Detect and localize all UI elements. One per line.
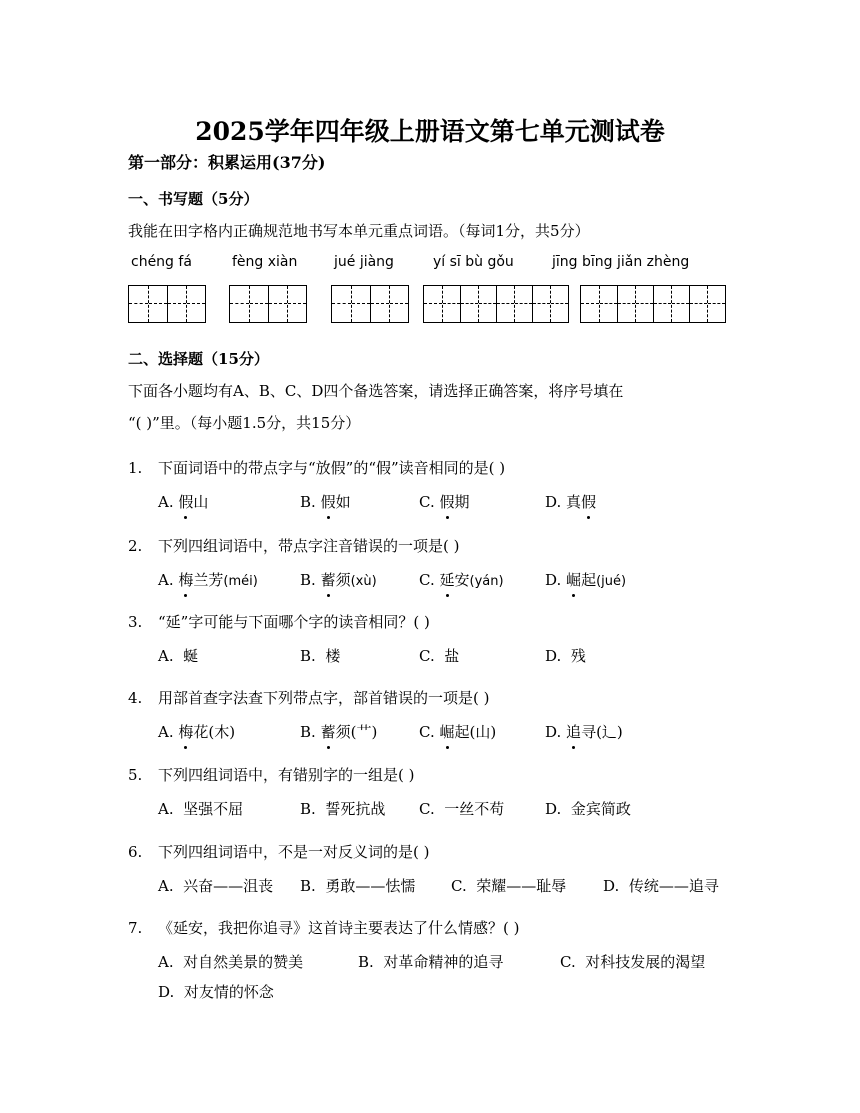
- option-b[interactable]: B. 誓死抗战: [300, 800, 386, 818]
- option-c[interactable]: C. 一丝不苟: [419, 800, 505, 818]
- option-a[interactable]: A. 兴奋——沮丧: [158, 877, 274, 895]
- tianzige-grid-2[interactable]: [229, 285, 307, 323]
- tianzige-grid-1[interactable]: [128, 285, 206, 323]
- option-b[interactable]: B. 蓄须(艹): [300, 723, 378, 741]
- pinyin-word-2: fèng xiàn: [232, 254, 298, 270]
- question-stem: 下列四组词语中，不是一对反义词的是( ): [158, 843, 430, 861]
- option-c[interactable]: C. 盐: [419, 647, 460, 665]
- choice-instruction-line-1: 下面各小题均有A、B、C、D四个备选答案，请选择正确答案，将序号填在: [128, 382, 624, 400]
- question-stem: 下面词语中的带点字与“放假”的“假”读音相同的是( ): [158, 459, 506, 477]
- options: [128, 875, 768, 899]
- pinyin-word-3: jué jiàng: [334, 254, 394, 270]
- option-d[interactable]: D. 追寻(辶): [545, 723, 623, 741]
- part-heading: 第一部分：积累运用(37分): [128, 153, 326, 172]
- pinyin-row: [128, 254, 748, 274]
- option-c[interactable]: C. 延安(yán): [419, 571, 504, 589]
- option-a[interactable]: A. 蜒: [158, 647, 199, 665]
- option-d[interactable]: D. 崛起(jué): [545, 571, 627, 589]
- options: [128, 798, 768, 822]
- options: [128, 721, 768, 745]
- options-row-2: [128, 981, 768, 1005]
- option-b[interactable]: B. 楼: [300, 647, 341, 665]
- option-a[interactable]: A. 梅花(木): [158, 723, 236, 741]
- question-number: 6.: [128, 843, 143, 861]
- tianzige-grid-3[interactable]: [331, 285, 409, 323]
- choice-instruction-line-2: “( )”里。（每小题1.5分，共15分）: [128, 414, 361, 432]
- option-d[interactable]: D. 对友情的怀念: [158, 983, 274, 1001]
- question-number: 7.: [128, 919, 143, 937]
- option-b[interactable]: B. 勇敢——怯懦: [300, 877, 416, 895]
- tianzige-grid-4[interactable]: [423, 285, 569, 323]
- writing-grids: [128, 285, 748, 325]
- question-stem: 用部首查字法查下列带点字，部首错误的一项是( ): [158, 689, 490, 707]
- question-3: [128, 611, 768, 669]
- page-title: 2025学年四年级上册语文第七单元测试卷: [195, 117, 665, 146]
- pinyin-word-5: jīng bīng jiǎn zhèng: [552, 254, 690, 270]
- option-d[interactable]: D. 传统——追寻: [603, 877, 719, 895]
- option-c[interactable]: C. 假期: [419, 493, 470, 511]
- question-2: [128, 535, 768, 593]
- option-b[interactable]: B. 对革命精神的追寻: [358, 953, 504, 971]
- pinyin-word-4: yí sī bù gǒu: [433, 254, 514, 270]
- option-c[interactable]: C. 对科技发展的渴望: [560, 953, 706, 971]
- question-stem: 《延安，我把你追寻》这首诗主要表达了什么情感？( ): [158, 919, 520, 937]
- option-c[interactable]: C. 崛起(山): [419, 723, 497, 741]
- option-c[interactable]: C. 荣耀——耻辱: [451, 877, 567, 895]
- option-a[interactable]: A. 坚强不屈: [158, 800, 244, 818]
- options: [128, 951, 768, 975]
- section-heading-choice: 二、选择题（15分）: [128, 350, 269, 368]
- question-6: [128, 841, 768, 899]
- option-d[interactable]: D. 真假: [545, 493, 597, 511]
- question-7: [128, 917, 768, 1005]
- option-d[interactable]: D. 金宾简政: [545, 800, 631, 818]
- question-number: 5.: [128, 766, 143, 784]
- writing-instruction: 我能在田字格内正确规范地书写本单元重点词语。（每词1分，共5分）: [128, 222, 590, 240]
- pinyin-word-1: chéng fá: [131, 254, 192, 270]
- section-heading-writing: 一、书写题（5分）: [128, 190, 259, 208]
- question-stem: “延”字可能与下面哪个字的读音相同？( ): [158, 613, 430, 631]
- tianzige-grid-5[interactable]: [580, 285, 726, 323]
- question-5: [128, 764, 768, 822]
- question-4: [128, 687, 768, 745]
- option-a[interactable]: A. 对自然美景的赞美: [158, 953, 304, 971]
- options: [128, 569, 768, 593]
- question-number: 4.: [128, 689, 143, 707]
- question-number: 2.: [128, 537, 143, 555]
- option-d[interactable]: D. 残: [545, 647, 586, 665]
- question-number: 1.: [128, 459, 143, 477]
- options: [128, 491, 768, 515]
- question-1: [128, 457, 768, 515]
- option-b[interactable]: B. 蓄须(xù): [300, 571, 377, 589]
- question-stem: 下列四组词语中，带点字注音错误的一项是( ): [158, 537, 460, 555]
- question-stem: 下列四组词语中，有错别字的一组是( ): [158, 766, 415, 784]
- options: [128, 645, 768, 669]
- option-b[interactable]: B. 假如: [300, 493, 351, 511]
- option-a[interactable]: A. 假山: [158, 493, 209, 511]
- option-a[interactable]: A. 梅兰芳(méi): [158, 571, 258, 589]
- question-number: 3.: [128, 613, 143, 631]
